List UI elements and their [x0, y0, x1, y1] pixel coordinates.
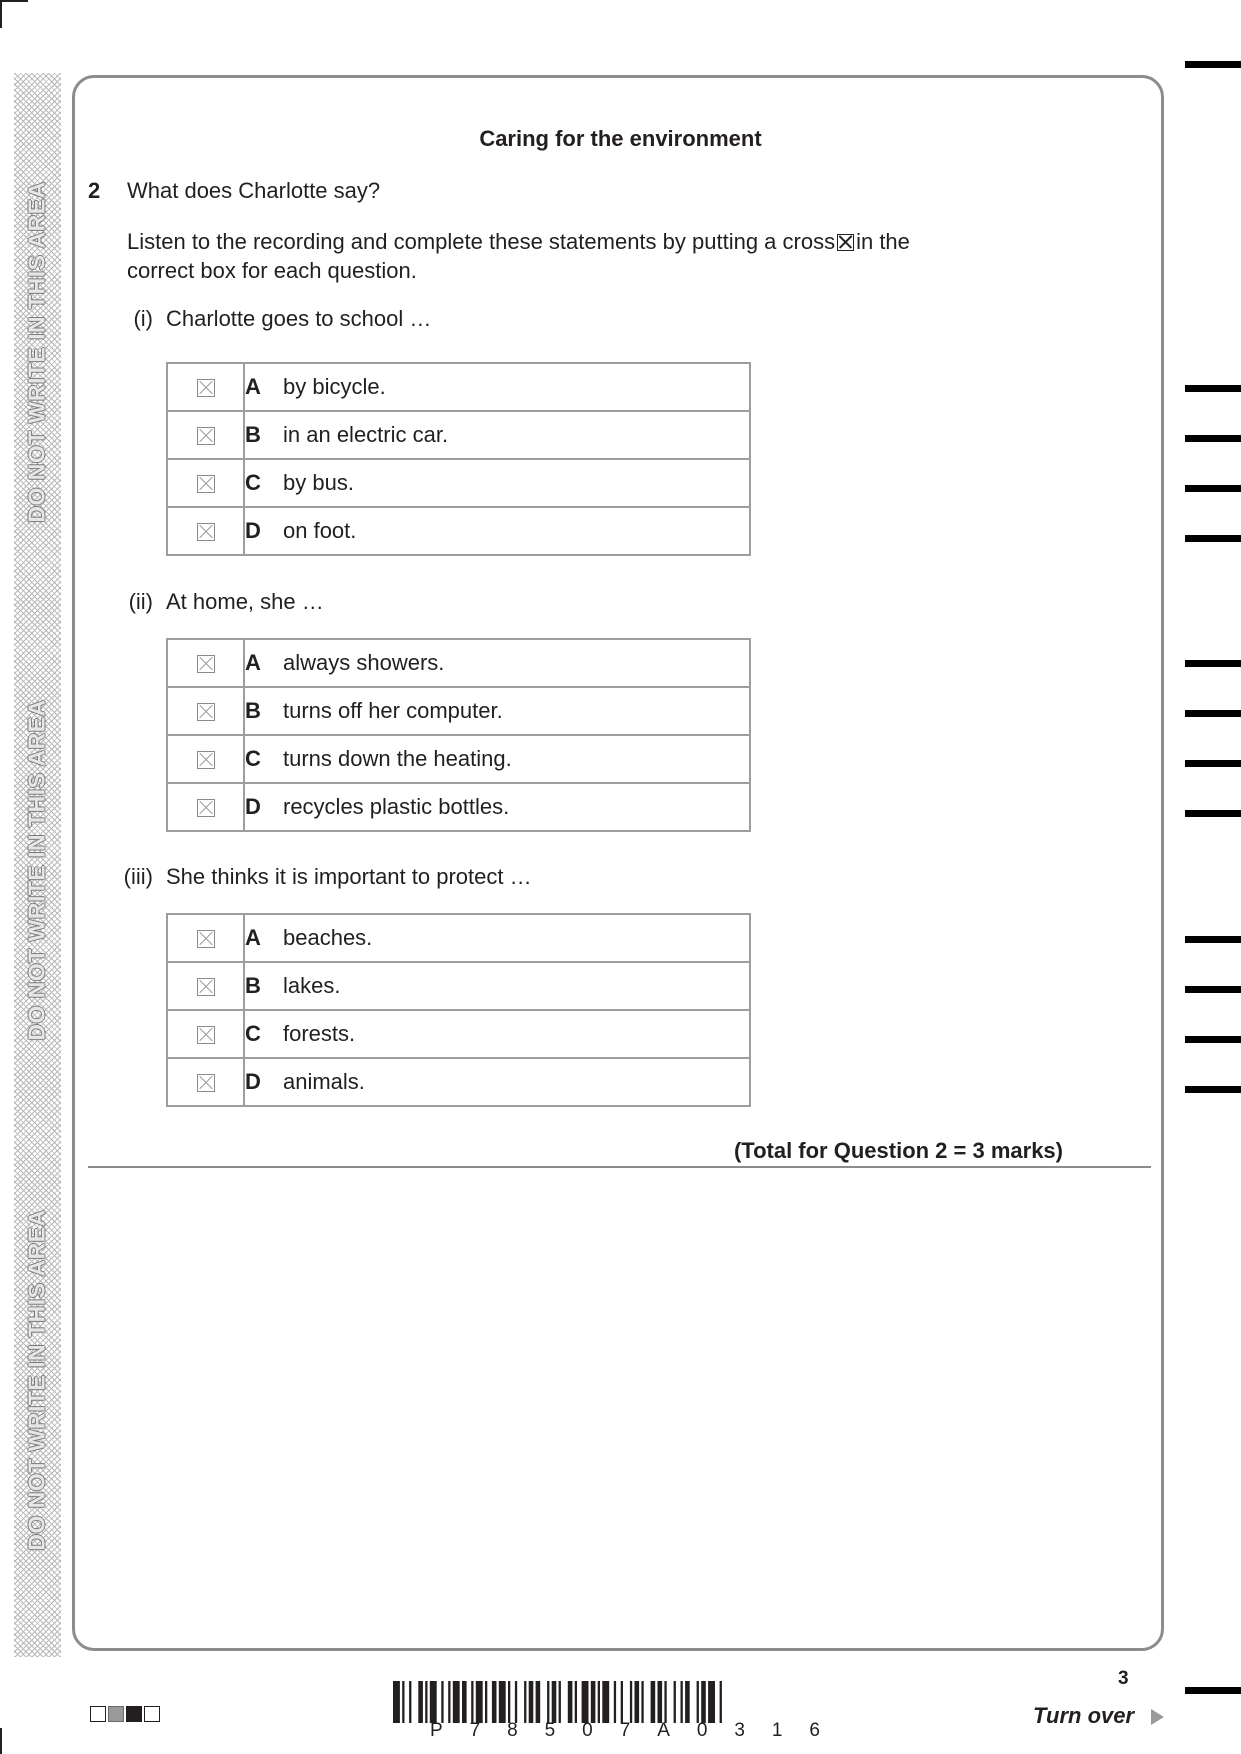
option-row[interactable] [167, 363, 750, 411]
option-label [244, 507, 750, 555]
barcode-bar [708, 1681, 715, 1723]
answer-box-cell[interactable] [167, 783, 244, 831]
total-marks: (Total for Question 2 = 3 marks) [733, 1138, 1063, 1163]
timing-mark [1185, 810, 1241, 817]
timing-mark [1185, 1687, 1241, 1694]
answer-box-cell[interactable] [167, 459, 244, 507]
option-text: animals. [283, 1069, 365, 1094]
option-label [244, 914, 750, 962]
barcode-digit: 7 [619, 1720, 631, 1741]
option-letter: C [245, 746, 261, 771]
barcode-bar [664, 1681, 666, 1723]
option-row[interactable] [167, 914, 750, 962]
section-title: Caring for the environment [479, 126, 762, 151]
barcode-bar [681, 1681, 683, 1723]
option-label [244, 1010, 750, 1058]
barcode-bar [635, 1681, 640, 1723]
barcode-bar [536, 1681, 541, 1723]
option-row[interactable] [167, 783, 750, 831]
timing-mark [1185, 710, 1241, 717]
option-letter: A [245, 925, 261, 950]
option-label [244, 687, 750, 735]
answer-box-cell[interactable] [167, 639, 244, 687]
option-letter: B [245, 698, 261, 723]
question-instruction [127, 227, 1027, 285]
barcode-bar [499, 1681, 506, 1723]
barcode-digit: 0 [696, 1720, 708, 1741]
timing-mark [1185, 61, 1241, 68]
answer-box-cell[interactable] [167, 687, 244, 735]
barcode-bar [568, 1681, 573, 1723]
answer-box-cell[interactable] [167, 363, 244, 411]
part-number: (ii) [128, 589, 153, 614]
timing-mark [1185, 760, 1241, 767]
barcode-bar [524, 1681, 526, 1723]
answer-box-cell[interactable] [167, 1058, 244, 1106]
answer-checkbox-icon[interactable] [197, 703, 215, 721]
barcode-bar [441, 1681, 443, 1723]
barcode-bar [651, 1681, 656, 1723]
options-table-part-i [166, 362, 751, 556]
barcode-digit: 5 [544, 1720, 556, 1741]
part-prompt: Charlotte goes to school … [166, 306, 432, 331]
option-row[interactable] [167, 687, 750, 735]
answer-checkbox-icon[interactable] [197, 1026, 215, 1044]
barcode-bar [552, 1681, 557, 1723]
timing-mark [1185, 936, 1241, 943]
option-text: always showers. [283, 650, 445, 675]
page-number: 3 [1118, 1668, 1129, 1689]
option-row[interactable] [167, 1010, 750, 1058]
option-letter: D [245, 1069, 261, 1094]
instruction-text-after: in the [856, 229, 910, 254]
barcode-digit: 6 [809, 1720, 820, 1741]
turn-over-label: Turn over [1033, 1703, 1135, 1728]
option-text: lakes. [283, 973, 341, 998]
barcode-digit: A [657, 1720, 670, 1741]
instruction-text-before: Listen to the recording and complete these statements by putting a cross [127, 229, 836, 254]
option-text: turns off her computer. [283, 698, 503, 723]
option-letter: B [245, 422, 261, 447]
barcode-digit: 3 [734, 1720, 745, 1741]
option-row[interactable] [167, 507, 750, 555]
barcode-bar [575, 1681, 577, 1723]
option-row[interactable] [167, 459, 750, 507]
barcode-bar [582, 1681, 589, 1723]
crop-mark-top-left-h [0, 0, 28, 2]
barcode-bar [508, 1681, 510, 1723]
option-letter: C [245, 470, 261, 495]
barcode-bar [621, 1681, 623, 1723]
timing-mark [1185, 1036, 1241, 1043]
barcode-bar [641, 1681, 643, 1723]
option-row[interactable] [167, 735, 750, 783]
barcode-digit: 1 [771, 1720, 783, 1741]
options-table-part-ii [166, 638, 751, 832]
instruction-text-line2: correct box for each question. [127, 258, 417, 283]
option-letter: A [245, 650, 261, 675]
option-row[interactable] [167, 411, 750, 459]
answer-box-cell[interactable] [167, 507, 244, 555]
answer-checkbox-icon[interactable] [197, 978, 215, 996]
barcode-bar [529, 1681, 534, 1723]
option-text: forests. [283, 1021, 356, 1046]
barcode-bar [614, 1681, 616, 1723]
answer-box-cell[interactable] [167, 411, 244, 459]
barcode-bar [485, 1681, 487, 1723]
option-row[interactable] [167, 1058, 750, 1106]
option-letter: D [245, 518, 261, 543]
timing-mark [1185, 660, 1241, 667]
barcode-bar [630, 1681, 632, 1723]
option-letter: A [245, 374, 261, 399]
barcode-digit: 0 [582, 1720, 593, 1741]
question-number: 2 [88, 178, 101, 203]
barcode-bar [598, 1681, 600, 1723]
option-label [244, 363, 750, 411]
answer-box-cell[interactable] [167, 914, 244, 962]
barcode-bar [402, 1681, 404, 1723]
option-label [244, 411, 750, 459]
registration-squares [90, 1706, 160, 1722]
option-text: by bicycle. [283, 374, 386, 399]
divider [88, 1166, 1151, 1168]
answer-box-cell[interactable] [167, 1010, 244, 1058]
square-mark [144, 1706, 160, 1722]
barcode-bar [701, 1681, 706, 1723]
answer-checkbox-icon[interactable] [197, 523, 215, 541]
crop-mark-top-left-v [0, 0, 2, 28]
barcode-bar [547, 1681, 549, 1723]
barcode-digit: P [430, 1720, 443, 1741]
answer-box-cell[interactable] [167, 962, 244, 1010]
barcode-digit: 8 [507, 1720, 518, 1741]
barcode-bar [492, 1681, 497, 1723]
option-letter: B [245, 973, 261, 998]
barcode-bar [685, 1681, 690, 1723]
option-label [244, 735, 750, 783]
option-label [244, 459, 750, 507]
barcode-digits [430, 1720, 820, 1742]
crop-mark-bottom-left-v [0, 1728, 2, 1754]
square-mark [108, 1706, 124, 1722]
cross-box-icon [837, 234, 854, 251]
barcode-bar [430, 1681, 437, 1723]
option-label [244, 962, 750, 1010]
options-table-part-iii [166, 913, 751, 1107]
timing-mark [1185, 485, 1241, 492]
option-row[interactable] [167, 962, 750, 1010]
timing-mark [1185, 1086, 1241, 1093]
option-text: in an electric car. [283, 422, 449, 447]
barcode-bar [515, 1681, 517, 1723]
barcode-bar [476, 1681, 483, 1723]
answer-checkbox-icon[interactable] [197, 655, 215, 673]
turn-over-arrow-icon [1151, 1709, 1164, 1725]
option-label [244, 1058, 750, 1106]
part-number: (iii) [123, 864, 153, 889]
timing-mark [1185, 385, 1241, 392]
option-text: turns down the heating. [283, 746, 512, 771]
barcode-bar [471, 1681, 473, 1723]
barcode-bar [658, 1681, 663, 1723]
barcode-bar [674, 1681, 676, 1723]
option-label [244, 783, 750, 831]
barcode-bar [453, 1681, 460, 1723]
option-row[interactable] [167, 639, 750, 687]
question-text: What does Charlotte say? [127, 178, 381, 203]
option-text: beaches. [283, 925, 373, 950]
barcode-digit: 7 [469, 1720, 481, 1741]
barcode-bar [559, 1681, 561, 1723]
barcode-bar [425, 1681, 427, 1723]
option-text: by bus. [283, 470, 354, 495]
barcode-bar [720, 1681, 722, 1723]
answer-checkbox-icon[interactable] [197, 930, 215, 948]
answer-checkbox-icon[interactable] [197, 427, 215, 445]
barcode-bar [418, 1681, 423, 1723]
option-text: on foot. [283, 518, 357, 543]
square-mark [126, 1706, 142, 1722]
barcode-bar [448, 1681, 450, 1723]
barcode [393, 1681, 845, 1723]
option-label [244, 639, 750, 687]
answer-checkbox-icon[interactable] [197, 1074, 215, 1092]
barcode-bar [591, 1681, 596, 1723]
barcode-bar [393, 1681, 400, 1723]
answer-box-cell[interactable] [167, 735, 244, 783]
barcode-bar [697, 1681, 699, 1723]
square-mark [90, 1706, 106, 1722]
barcode-bar [409, 1681, 411, 1723]
timing-mark [1185, 535, 1241, 542]
part-prompt: She thinks it is important to protect … [166, 864, 532, 889]
answer-checkbox-icon[interactable] [197, 475, 215, 493]
option-letter: D [245, 794, 261, 819]
answer-checkbox-icon[interactable] [197, 751, 215, 769]
timing-mark [1185, 986, 1241, 993]
answer-checkbox-icon[interactable] [197, 379, 215, 397]
option-letter: C [245, 1021, 261, 1046]
answer-checkbox-icon[interactable] [197, 799, 215, 817]
barcode-bar [462, 1681, 467, 1723]
barcode-bar [602, 1681, 609, 1723]
part-prompt: At home, she … [166, 589, 324, 614]
option-text: recycles plastic bottles. [283, 794, 510, 819]
timing-mark [1185, 435, 1241, 442]
part-number: (i) [133, 306, 153, 331]
